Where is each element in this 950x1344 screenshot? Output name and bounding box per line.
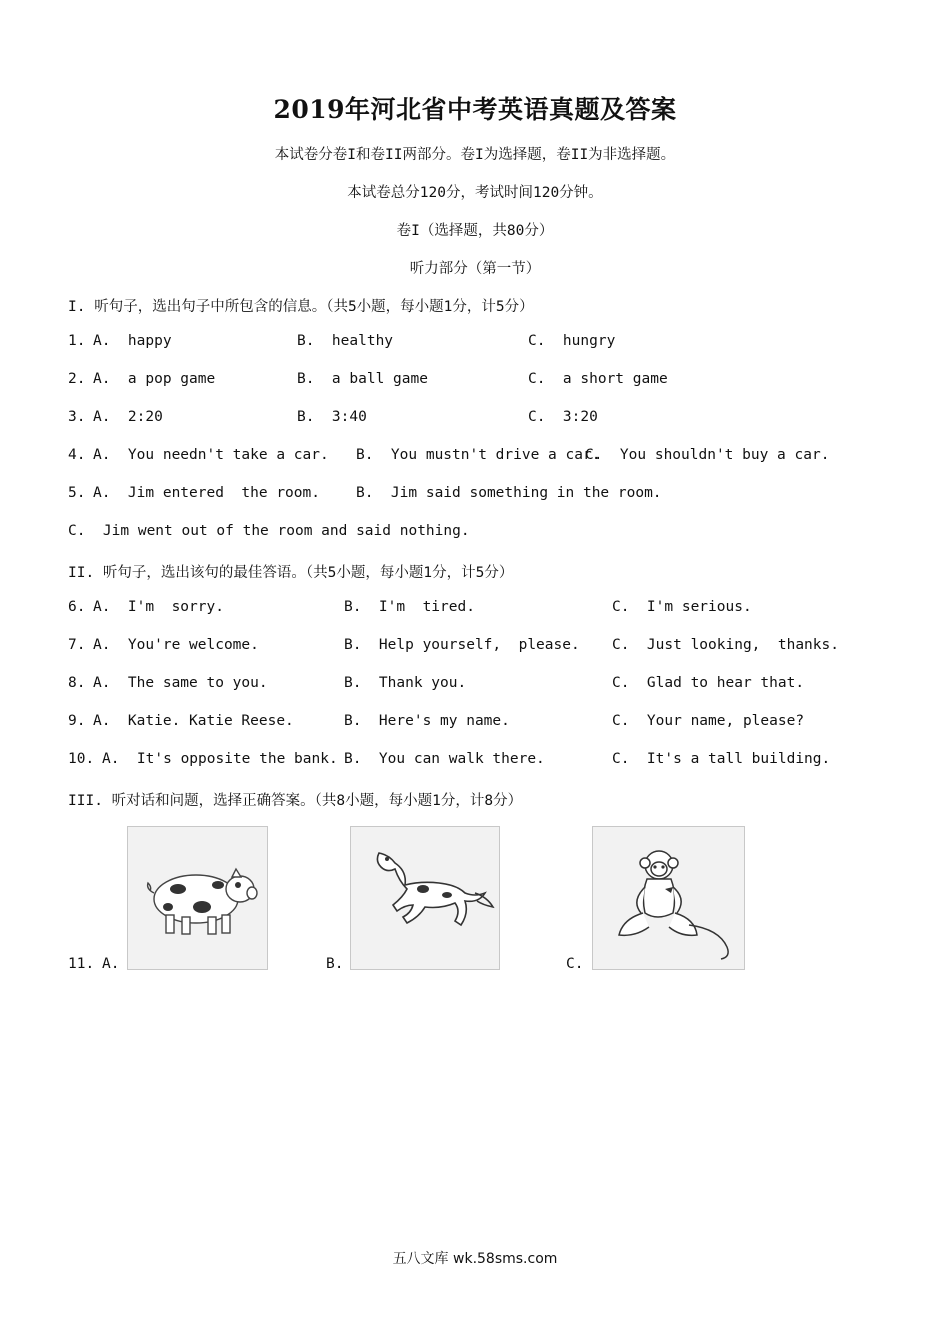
q8-option-c: C. Glad to hear that.	[612, 675, 805, 691]
pig-picture	[127, 826, 268, 970]
q10-number: 10.	[68, 751, 95, 767]
q4-option-b: B. You mustn't drive a car.	[356, 447, 601, 463]
q6-number: 6.	[68, 599, 86, 615]
q4-number: 4.	[68, 447, 86, 463]
q4-option-c: C. You shouldn't buy a car.	[585, 447, 830, 463]
page-title: 2019年河北省中考英语真题及答案	[273, 95, 677, 124]
section-3-heading: III. 听对话和问题，选择正确答案。（共8小题，每小题1分，计8分）	[68, 793, 523, 809]
q10-option-b: B. You can walk there.	[344, 751, 545, 767]
q1-option-c: C. hungry	[528, 333, 616, 349]
q6-option-c: C. I'm serious.	[612, 599, 752, 615]
q5-option-c: C. Jim went out of the room and said nothing.	[68, 523, 470, 539]
q5-option-a: A. Jim entered the room.	[93, 485, 320, 501]
q6-option-b: B. I'm tired.	[344, 599, 475, 615]
q2-option-b: B. a ball game	[297, 371, 428, 387]
q4-option-a: A. You needn't take a car.	[93, 447, 329, 463]
q9-option-b: B. Here's my name.	[344, 713, 510, 729]
q9-option-c: C. Your name, please?	[612, 713, 805, 729]
q8-option-a: A. The same to you.	[93, 675, 268, 691]
pig-icon	[128, 827, 267, 969]
q3-option-a: A. 2:20	[93, 409, 163, 425]
intro-line-3: 卷I（选择题，共80分）	[396, 223, 554, 239]
q3-option-c: C. 3:20	[528, 409, 598, 425]
q9-number: 9.	[68, 713, 86, 729]
q11-option-c-label: C.	[566, 956, 584, 972]
q8-number: 8.	[68, 675, 86, 691]
q11-option-b-label: B.	[326, 956, 344, 972]
q6-option-a: A. I'm sorry.	[93, 599, 224, 615]
q1-option-a: A. happy	[93, 333, 172, 349]
horse-icon	[351, 827, 499, 969]
q11-option-a-label: A.	[102, 956, 120, 972]
footer-watermark: 五八文库 wk.58sms.com	[392, 1251, 558, 1267]
q11-number: 11.	[68, 956, 95, 972]
q3-option-b: B. 3:40	[297, 409, 367, 425]
q9-option-a: A. Katie. Katie Reese.	[93, 713, 294, 729]
q8-option-b: B. Thank you.	[344, 675, 467, 691]
intro-line-2: 本试卷总分120分，考试时间120分钟。	[347, 185, 603, 201]
q5-option-b: B. Jim said something in the room.	[356, 485, 662, 501]
q2-number: 2.	[68, 371, 86, 387]
horse-picture	[350, 826, 500, 970]
q7-option-c: C. Just looking, thanks.	[612, 637, 839, 653]
q3-number: 3.	[68, 409, 86, 425]
q2-option-c: C. a short game	[528, 371, 668, 387]
q7-option-a: A. You're welcome.	[93, 637, 259, 653]
monkey-icon	[593, 827, 744, 969]
intro-line-4: 听力部分（第一节）	[409, 261, 541, 277]
q2-option-a: A. a pop game	[93, 371, 216, 387]
q7-option-b: B. Help yourself, please.	[344, 637, 580, 653]
q5-number: 5.	[68, 485, 86, 501]
intro-line-1: 本试卷分卷I和卷II两部分。卷I为选择题，卷II为非选择题。	[274, 147, 676, 163]
q1-number: 1.	[68, 333, 86, 349]
section-2-heading: II. 听句子，选出该句的最佳答语。（共5小题，每小题1分，计5分）	[68, 565, 514, 581]
q7-number: 7.	[68, 637, 86, 653]
section-1-heading: I. 听句子，选出句子中所包含的信息。（共5小题，每小题1分，计5分）	[68, 299, 534, 315]
monkey-picture	[592, 826, 745, 970]
q10-option-a: A. It's opposite the bank.	[102, 751, 338, 767]
q10-option-c: C. It's a tall building.	[612, 751, 831, 767]
q1-option-b: B. healthy	[297, 333, 394, 349]
